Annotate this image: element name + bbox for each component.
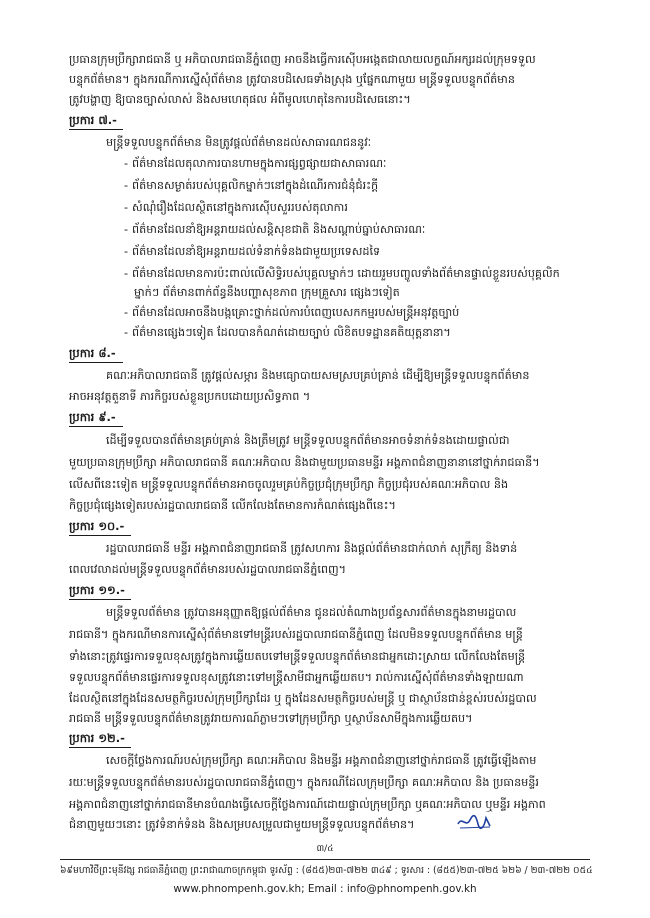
article-12-line: សេចក្តីថ្លែងការណ៍របស់ក្រុមប្រឹក្សា គណៈអភិបាល និងមន្ទីរ អង្គភាពជំនាញនៅថ្នាក់រាជធានី ត្រូវធ្វើឡើងតាម (106, 754, 537, 767)
handwritten-initial-icon (456, 814, 494, 830)
article-11-line: ទទួលបន្ទុកព័ត៌មានផ្ទេរការទទួលខុសត្រូវនោះទៅមន្ត្រីសាមីជាអ្នកឆ្លើយតប។ រាល់ការស្នើសុំព័ត៌មានទាំងឡាយណា (69, 671, 524, 684)
article-7-bullet: - សំណុំរឿងដែលស្ថិតនៅក្នុងការស៊ើបសួររបស់តុលាការ (124, 200, 348, 215)
article-7-heading: ប្រការ ៧.- (69, 113, 117, 127)
article-10-heading: ប្រការ ១០.- (69, 519, 125, 533)
heading-underline (69, 362, 123, 363)
article-12-heading: ប្រការ ១២.- (69, 731, 125, 745)
page-number: ៣/៤ (316, 844, 334, 854)
intro-line: បន្ទុកព័ត៌មាន។ ក្នុងករណីការស្នើសុំព័ត៌មាន ត្រូវបានបដិសេធទាំងស្រុង ឬផ្នែកណាមួយ មន្ត្រីទទួលបន្ទុកព័ត៌មាន (69, 73, 515, 86)
article-12-line: អង្គភាពជំនាញនៅថ្នាក់រាជធានីមានបំណងធ្វើសេចក្តីថ្លែងការណ៍ដោយផ្ទាល់ក្រុមប្រឹក្សា ឬគណៈអភិបាល ឬមន្ទីរ អង្គភាព (69, 798, 546, 811)
article-7-bullet: - ព័ត៌មានដែលតុលាការបានហាមក្នុងការផ្សព្វផ្សាយជាសាធារណៈ (124, 156, 386, 171)
article-7-lead: មន្ត្រីទទួលបន្ទុកព័ត៌មាន មិនត្រូវផ្តល់ព័ត៌មានដល់សាធារណជននូវៈ (106, 136, 372, 149)
article-11-line: មន្ត្រីទទួលព័ត៌មាន ត្រូវបានអនុញ្ញាតឱ្យផ្តល់ព័ត៌មាន ជូនដល់តំណាងប្រព័ន្ធសារព័ត៌មានក្នុងនាមរដ្ឋបាល (106, 606, 517, 619)
intro-line: ប្រធានក្រុមប្រឹក្សារាជធានី ឬ អភិបាលរាជធានីភ្នំពេញ អាចនឹងធ្វើការស៊ើបអង្កេតជាលាយលក្ខណ៍អក្សរដល់ក្រុមទទួល (69, 53, 536, 66)
article-9-heading: ប្រការ ៩.- (69, 410, 116, 424)
article-10-line: រដ្ឋបាលរាជធានី មន្ទីរ អង្គភាពជំនាញរាជធានី ត្រូវសហការ និងផ្តល់ព័ត៌មានជាក់លាក់ សុក្រឹត្យ និងទាន់ (106, 542, 518, 555)
article-9-line: មួយប្រធានក្រុមប្រឹក្សា អភិបាលរាជធានី គណៈអភិបាល និងជាមួយប្រធានមន្ទីរ អង្គភាពជំនាញនានានៅថ្នាក់រាជធានី។ (69, 456, 540, 469)
article-7-bullet: - ព័ត៌មានដែលនាំឱ្យអន្តរាយដល់ទំនាក់ទំនងជាមួយប្រទេសដទៃ (124, 244, 380, 259)
footer-web: www.phnompenh.gov.kh; Email : info@phnompenh.gov.kh (173, 883, 477, 895)
article-11-line: ដែលស្ថិតនៅក្នុងដែនសមត្ថកិច្ចរបស់ក្រុមប្រឹក្សាដែរ ឬ ក្នុងដែនសមត្ថកិច្ចរបស់មន្ត្រី ឬ ជាស្ថាប័នជាន់ខ្ពស់របស់រដ្ឋបាល (69, 692, 537, 705)
article-9-line: កិច្ចប្រជុំផ្សេងទៀតរបស់រដ្ឋបាលរាជធានី លើកលែងតែមានការកំណត់ផ្សេងពីនេះ។ (69, 499, 396, 512)
article-7-bullet: - ព័ត៌មានសម្ងាត់របស់បុគ្គលិកម្នាក់ៗនៅក្នុងដំណើរការជំនុំជំរះក្តី (124, 178, 378, 193)
heading-underline (69, 599, 131, 600)
heading-underline (69, 129, 123, 130)
article-9-line: ដើម្បីទទួលបានព័ត៌មានគ្រប់គ្រាន់ និងត្រឹមត្រូវ មន្ត្រីទទួលបន្ទុកព័ត៌មានអាចទំនាក់ទំនងដោយផ្ទាល់ជា (106, 434, 510, 447)
heading-underline (69, 747, 131, 748)
article-8-line: អាចអនុវត្តតួនាទី ភារកិច្ចរបស់ខ្លួនប្រកបដោយប្រសិទ្ធភាព ។ (69, 390, 311, 403)
article-7-bullet: - ព័ត៌មានដែលនាំឱ្យអន្តរាយដល់សន្តិសុខជាតិ និងសណ្តាប់ធ្នាប់សាធារណៈ (124, 222, 425, 237)
footer-address: ៦៩មហាវិថីព្រះមុនីវង្ស រាជធានីភ្នំពេញ ព្រះរាជាណាចក្រកម្ពុជា ទូរស័ព្ទ : (៨៥៥)២៣-៧២២ ៣៤៩ ; ទូរសារ : (៨៥៥)២៣-៧២៥ ៦២៦ / ២៣-៧២២ ០៥៤ (60, 865, 593, 876)
article-8-line: គណៈអភិបាលរាជធានី ត្រូវផ្តល់សម្ភារ និងមធ្យោបាយសមស្របគ្រប់គ្រាន់ ដើម្បីឱ្យមន្ត្រីទទួលបន្ទុកព័ត៌មាន (106, 369, 530, 382)
footer-rule (60, 859, 590, 860)
article-8-heading: ប្រការ ៨.- (69, 346, 116, 360)
intro-line: ត្រូវបង្ហាញ ឱ្យបានច្បាស់លាស់ និងសមហេតុផល អំពីមូលហេតុនៃការបដិសេធនោះ។ (69, 93, 411, 106)
article-9-line: លើសពីនេះទៀត មន្ត្រីទទួលបន្ទុកព័ត៌មានអាចចូលរួមគ្រប់កិច្ចប្រជុំក្រុមប្រឹក្សា កិច្ចប្រជុំរបស់គណៈអភិបាល និង (69, 478, 509, 491)
article-7-bullet: - ព័ត៌មានផ្សេងៗទៀត ដែលបានកំណត់ដោយច្បាប់ លិខិតបទដ្ឋានគតិយុត្តនានា។ (124, 325, 451, 340)
article-11-line: ទាំងនោះត្រូវផ្ទេរការទទួលខុសត្រូវក្នុងការឆ្លើយតបទៅមន្ត្រីទទួលបន្ទុកព័ត៌មានជាអ្នកដោះស្រាយ លើកលែងតែមន្ត្រី (69, 650, 526, 663)
article-11-line: រាជធានី មន្ត្រីទទួលបន្ទុកព័ត៌មានត្រូវរាយការណ៍ភ្លាមៗទៅក្រុមប្រឹក្សា ឬស្ថាប័នសាមីក្នុងការឆ្លើយតប។ (69, 712, 473, 725)
article-10-line: ពេលវេលាដល់មន្ត្រីទទួលបន្ទុកព័ត៌មានរបស់រដ្ឋបាលរាជធានីភ្នំពេញ។ (69, 563, 347, 576)
article-7-bullet-continuation: ម្នាក់ៗ ព័ត៌មានពាក់ព័ន្ធនឹងបញ្ហាសុខភាព ក្រុមគ្រួសារ ផ្សេងៗទៀត (134, 286, 400, 299)
article-7-bullet: - ព័ត៌មានដែលអាចនឹងបង្កគ្រោះថ្នាក់ដល់ការបំពេញបេសកកម្មរបស់មន្ត្រីអនុវត្តច្បាប់ (124, 305, 459, 320)
article-11-heading: ប្រការ ១១.- (69, 583, 125, 597)
article-11-line: រាជធានី។ ក្នុងករណីមានការស្នើសុំព័ត៌មានទៅមន្ត្រីរបស់រដ្ឋបាលរាជធានីភ្នំពេញ ដែលមិនទទួលបន្ទុកព័ត៌មាន មន្ត្រី (69, 628, 523, 641)
heading-underline (69, 535, 131, 536)
article-7-bullet: - ព័ត៌មានដែលមានការប៉ះពាល់លើសិទ្ធិរបស់បុគ្គលម្នាក់ៗ ដោយរួមបញ្ចូលទាំងព័ត៌មានផ្ទាល់ខ្លួនរបស់បុគ្គលិក (124, 266, 560, 281)
article-12-line: រយៈមន្ត្រីទទួលបន្ទុកព័ត៌មានរបស់រដ្ឋបាលរាជធានីភ្នំពេញ។ ក្នុងករណីដែលក្រុមប្រឹក្សា គណៈអភិបាល និង ប្រធានមន្ទីរ (69, 776, 539, 789)
article-12-line: ជំនាញមួយៗនោះ ត្រូវទំនាក់ទំនង និងសម្របសម្រួលជាមួយមន្ត្រីទទួលបន្ទុកព័ត៌មាន។ (69, 818, 415, 831)
heading-underline (69, 426, 123, 427)
